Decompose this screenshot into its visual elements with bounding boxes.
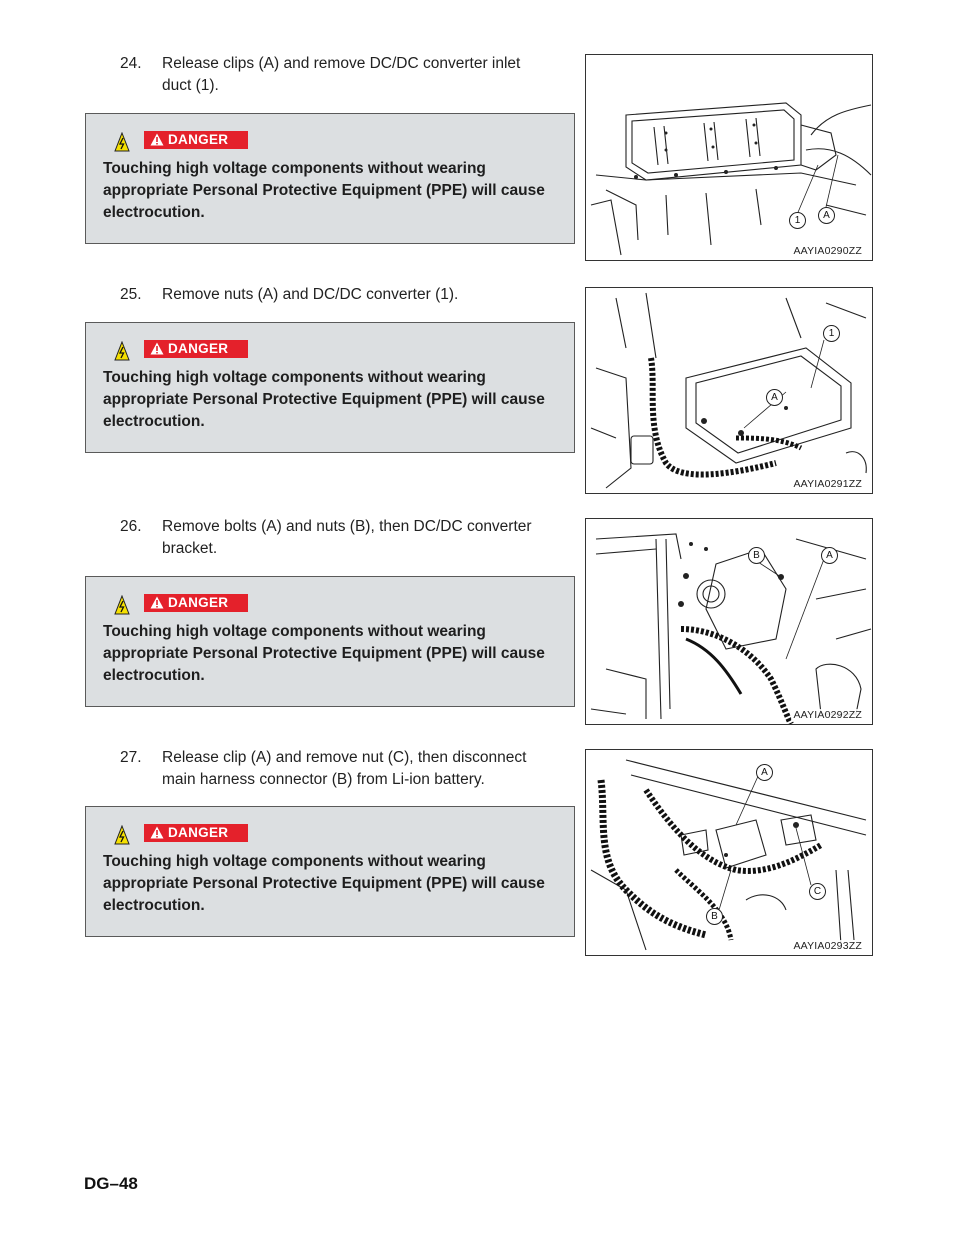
step-number: 27. xyxy=(120,749,142,766)
step-text: Release clips (A) and remove DC/DC converter inlet xyxy=(162,55,521,72)
step-text-continued: main harness connector (B) from Li-ion battery. xyxy=(162,771,485,788)
main-harness-connector-illustration xyxy=(586,750,873,956)
high-voltage-icon xyxy=(114,595,130,615)
callout-c: C xyxy=(809,883,826,900)
dc-dc-converter-illustration xyxy=(586,288,873,494)
figure-code: AAYIA0291ZZ xyxy=(793,478,862,490)
danger-box xyxy=(85,806,575,937)
figure-code: AAYIA0292ZZ xyxy=(793,709,862,721)
high-voltage-icon xyxy=(114,825,130,845)
danger-label: DANGER xyxy=(144,594,248,612)
figure-aayia0292zz xyxy=(585,518,873,725)
step-text: Remove bolts (A) and nuts (B), then DC/DC converter xyxy=(162,518,532,535)
danger-label: DANGER xyxy=(144,131,248,149)
danger-box xyxy=(85,113,575,244)
step-number: 25. xyxy=(120,286,142,303)
converter-inlet-duct-illustration xyxy=(586,55,873,261)
callout-b: B xyxy=(748,547,765,564)
danger-message: Touching high voltage components without wearing appropriate Personal Protective Equipment (PPE) will cause electrocution. xyxy=(103,853,545,914)
step-25 xyxy=(120,284,560,306)
callout-a: A xyxy=(756,764,773,781)
danger-box xyxy=(85,322,575,453)
step-number: 24. xyxy=(120,55,142,72)
danger-box xyxy=(85,576,575,707)
callout-b: B xyxy=(706,908,723,925)
callout-a: A xyxy=(818,207,835,224)
callout-1: 1 xyxy=(789,212,806,229)
callout-a: A xyxy=(821,547,838,564)
step-text-continued: duct (1). xyxy=(162,77,219,94)
danger-message: Touching high voltage components without wearing appropriate Personal Protective Equipment (PPE) will cause electrocution. xyxy=(103,623,545,684)
danger-label: DANGER xyxy=(144,340,248,358)
page-number: DG–48 xyxy=(84,1174,138,1193)
warning-triangle-icon xyxy=(150,342,164,355)
step-24 xyxy=(120,53,560,97)
callout-1: 1 xyxy=(823,325,840,342)
step-number: 26. xyxy=(120,518,142,535)
callout-a: A xyxy=(766,389,783,406)
danger-message: Touching high voltage components without wearing appropriate Personal Protective Equipment (PPE) will cause electrocution. xyxy=(103,369,545,430)
figure-aayia0291zz xyxy=(585,287,873,494)
warning-triangle-icon xyxy=(150,826,164,839)
figure-code: AAYIA0293ZZ xyxy=(793,940,862,952)
step-text: Remove nuts (A) and DC/DC converter (1). xyxy=(162,286,459,303)
figure-aayia0293zz xyxy=(585,749,873,956)
step-26 xyxy=(120,516,560,560)
warning-triangle-icon xyxy=(150,596,164,609)
high-voltage-icon xyxy=(114,341,130,361)
step-27 xyxy=(120,747,560,791)
figure-aayia0290zz xyxy=(585,54,873,261)
step-text: Release clip (A) and remove nut (C), then disconnect xyxy=(162,749,527,766)
danger-message: Touching high voltage components without wearing appropriate Personal Protective Equipment (PPE) will cause electrocution. xyxy=(103,160,545,221)
danger-label: DANGER xyxy=(144,824,248,842)
warning-triangle-icon xyxy=(150,133,164,146)
high-voltage-icon xyxy=(114,132,130,152)
step-text-continued: bracket. xyxy=(162,540,218,557)
figure-code: AAYIA0290ZZ xyxy=(793,245,862,257)
